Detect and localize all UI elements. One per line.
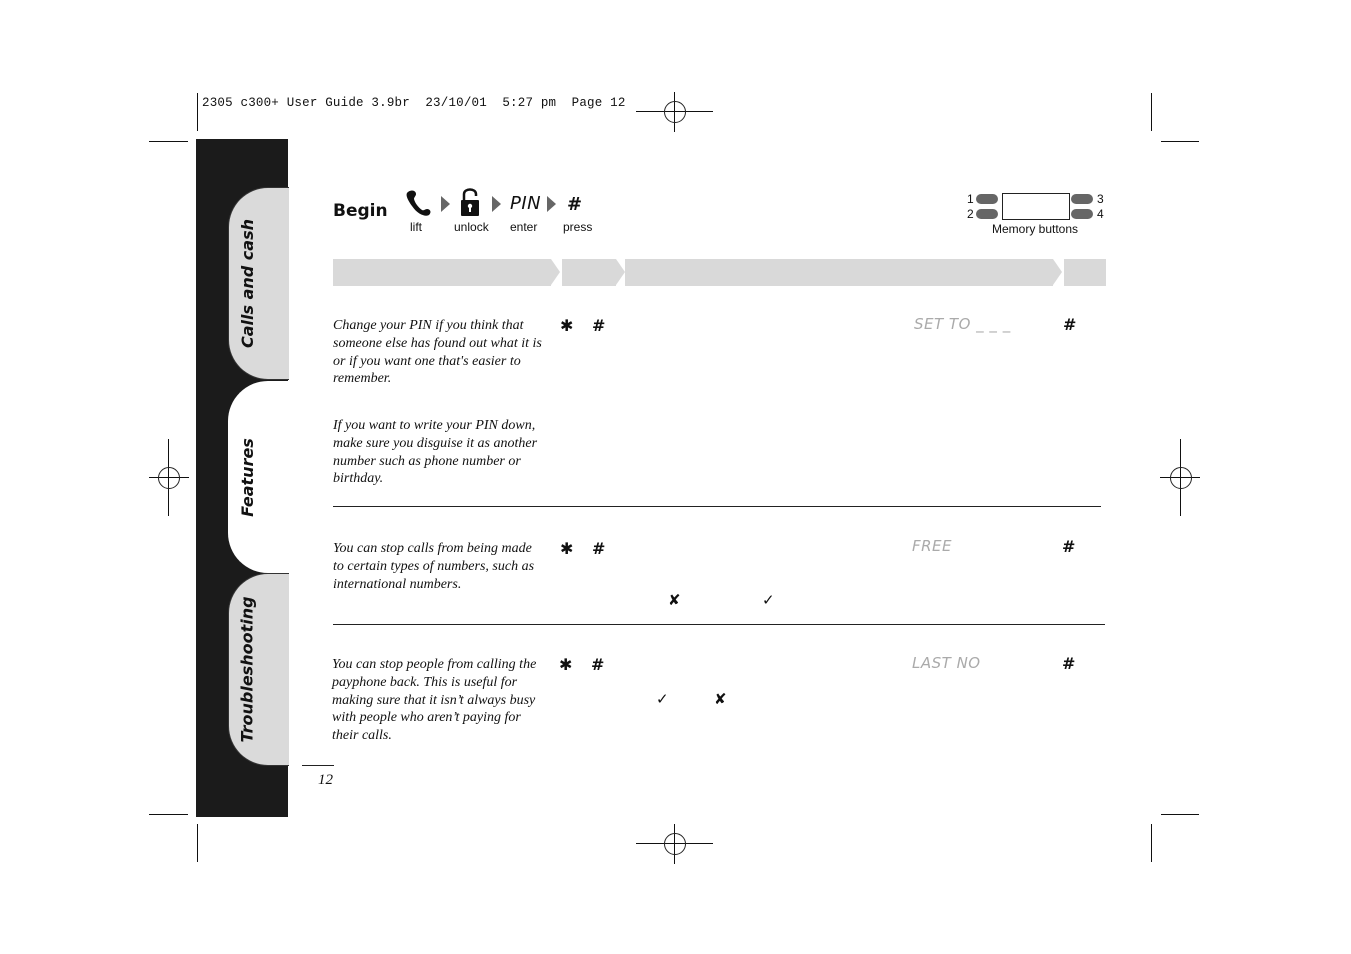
section-divider [333,624,1105,625]
cross-icon: ✘ [714,690,727,708]
step-press-label: press [563,220,593,234]
begin-title: Begin [333,201,388,221]
section-2-paragraph-1: You can stop calls from being made to certain types of numbers, such as international numbers. [333,541,535,592]
star-key-icon: ✱ [560,316,574,335]
section-1-display-text: SET TO _ _ _ [914,315,1011,333]
cross-icon: ✘ [668,591,681,609]
section-3-display-text: LAST NO [912,654,981,672]
tab-troubleshooting[interactable] [228,573,289,766]
hash-key-icon: # [592,316,606,335]
step-arrow-1 [441,196,450,212]
tab-features-label: Features [237,437,257,517]
memory-button-3 [1071,194,1093,204]
section-1-paragraph-2: If you want to write your PIN down, make sure you disguise it as another number such as phone number or birthday. [333,418,538,487]
hash-key-icon: # [1063,315,1077,334]
step-enter-label: enter [510,220,538,234]
tab-troubleshooting-label: Troubleshooting [237,596,257,743]
page-number: 12 [318,772,333,788]
section-1-paragraph-1: Change your PIN if you think that someone else has found out what it is or if you want one that's easier to remember. [333,318,542,387]
section-2-display-text: FREE [912,537,953,555]
section-3-paragraph-1: You can stop people from calling the payphone back. This is useful for making sure that it isn’t always busy with people who aren’t paying for their calls. [332,657,537,744]
check-icon: ✓ [762,591,775,609]
tab-features[interactable] [228,381,289,573]
hash-key-icon: # [567,194,583,215]
memory-display [1002,193,1070,220]
tab-calls-and-cash[interactable] [228,187,289,380]
padlock-icon [459,186,481,217]
step-unlock-label: unlock [454,220,489,234]
star-key-icon: ✱ [559,655,573,674]
memory-button-4 [1071,209,1093,219]
memory-buttons-caption: Memory buttons [992,222,1079,236]
check-icon: ✓ [656,690,669,708]
tab-calls-and-cash-label: Calls and cash [237,218,257,349]
step-arrow-3 [547,196,556,212]
step-lift-label: lift [410,220,422,234]
memory-button-2 [976,209,998,219]
memory-button-2-number: 2 [967,207,974,221]
page-number-rule [302,765,334,766]
memory-button-4-number: 4 [1097,207,1104,221]
hash-key-icon: # [1062,654,1076,673]
step-arrow-2 [492,196,501,212]
memory-button-1 [976,194,998,204]
handset-icon [404,188,432,218]
section-divider [333,506,1101,507]
hash-key-icon: # [592,539,606,558]
pin-icon: PIN [510,193,542,214]
memory-button-1-number: 1 [967,192,974,206]
memory-button-3-number: 3 [1097,192,1104,206]
hash-key-icon: # [591,655,605,674]
star-key-icon: ✱ [560,539,574,558]
hash-key-icon: # [1062,537,1076,556]
print-header: 2305 c300+ User Guide 3.9br 23/10/01 5:27 pm Page 12 [202,96,626,110]
